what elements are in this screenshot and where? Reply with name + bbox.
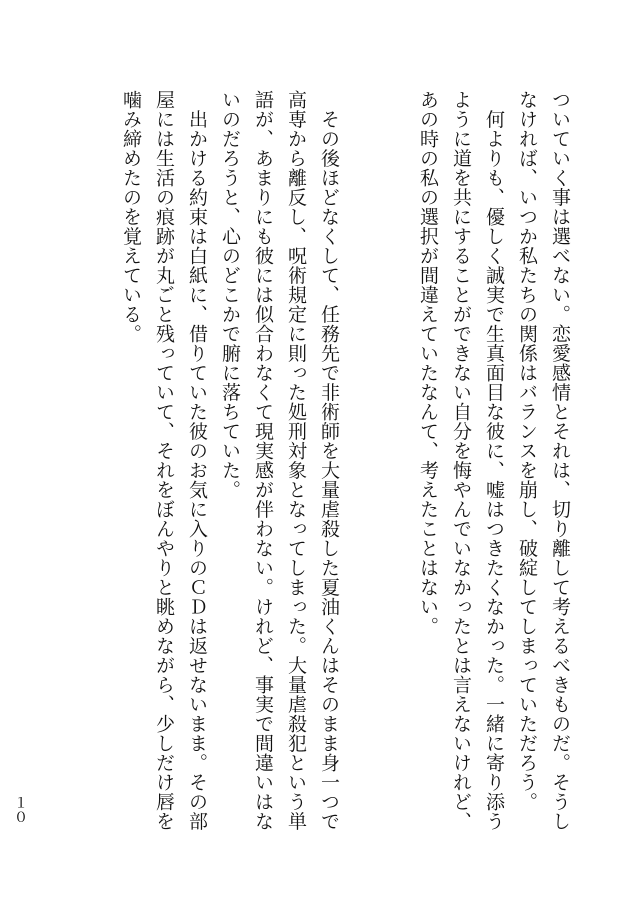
paragraph: その後ほどなくして、任務先で非術師を大量虐殺した夏油くんはそのまま身一つで 高専から離反し、呪術規定に則った処刑対象となってしまった。大量虐殺犯という単 語が、あまりにも彼には似合わなくて現実感が伴わない。けれど、事実で間違いはな いのだろうと、心のどこかで腑に落ちていた。 出かける約束は白紙に、借りていた彼のお気に入りのＣＤは返せないまま。その部 屋には生活の痕跡が丸ごと残っていて、それをぼんやりと眺めながら、少しだけ唇を 噛み締めたのを覚えている。 [120, 90, 340, 831]
page-number: １０ [12, 795, 28, 825]
paragraph: ついていく事は選べない。恋愛感情とそれは、切り離して考えるべきものだ。そうし なければ、いつか私たちの関係はバランスを崩し、破綻してしまっていただろう。 何よりも、優しく誠実で生真面目な彼に、嘘はつきたくなかった。一緒に寄り添う ように道を共にすることができない自分を悔やんでいなかったとは言えないけれど、 あの時の私の選択が間違えていたなんて、考えたことはない。 [417, 90, 571, 831]
body-text [114, 90, 576, 831]
paragraph-gap [345, 90, 411, 810]
